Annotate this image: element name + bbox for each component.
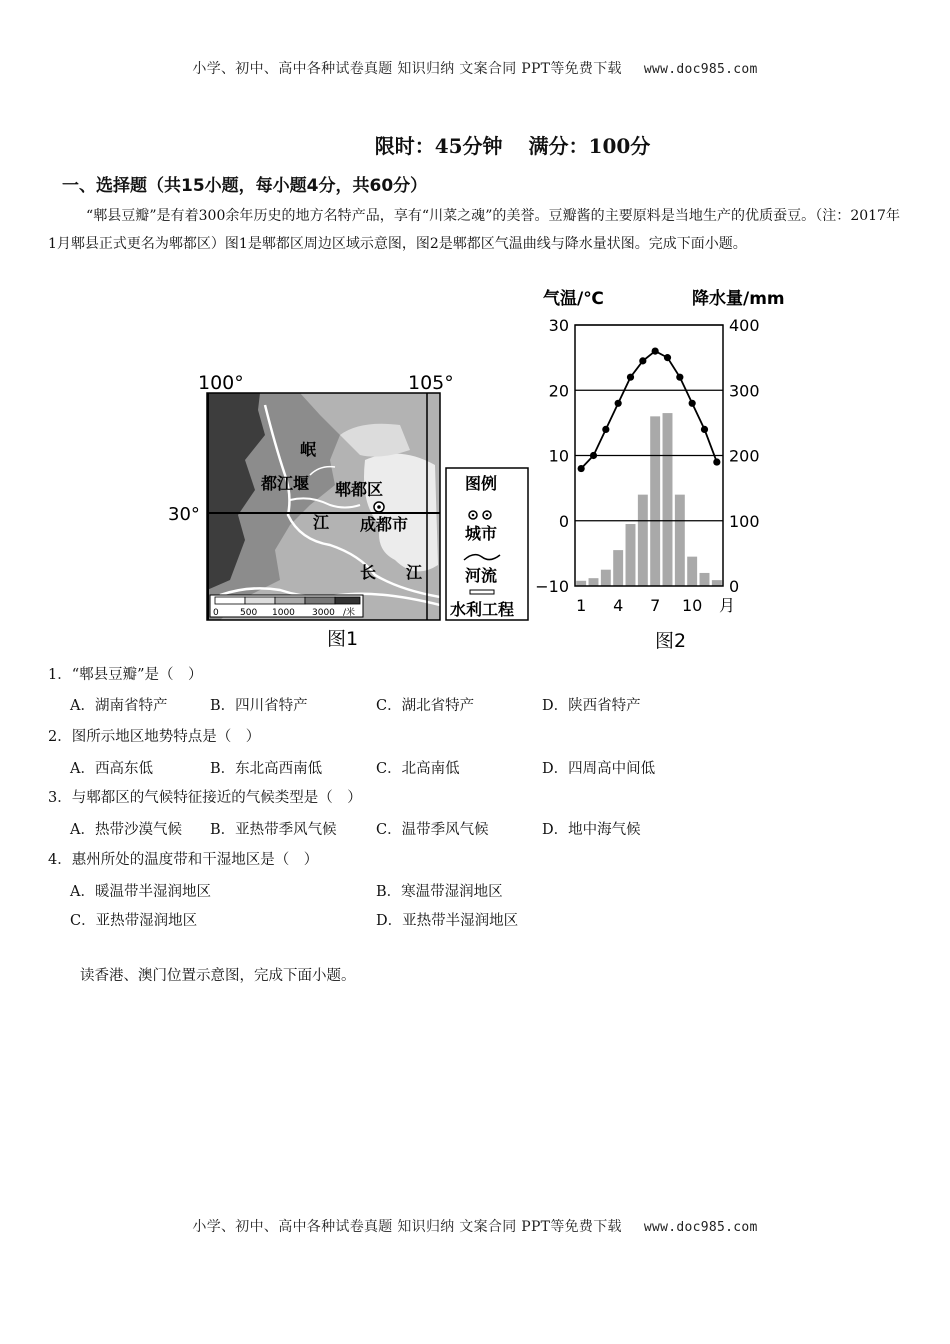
scale-3000: 3000: [312, 608, 335, 618]
month-tick-label: 1: [576, 596, 587, 615]
precip-bar-month-12: [712, 580, 722, 586]
header-text: 小学、初中、高中各种试卷真题 知识归纳 文案合同 PPT等免费下载: [192, 61, 622, 77]
temp-point-month-1: [578, 465, 585, 472]
question-2-stem: 2．图所示地区地势特点是（ ）: [48, 729, 261, 745]
label-jiang-1: 江: [313, 513, 330, 532]
lon-right-label: 105°: [408, 372, 454, 394]
temp-point-month-8: [664, 354, 671, 361]
passage: “郫县豆瓣”是有着300余年历史的地方名特产品，享有“川菜之魂”的美誉。豆瓣酱的主要原料是当地生产的优质蚕豆。（注：2017年1月郫县正式更名为郫都区）图1是郫都区周边区域示意图，图2是郫都区气温曲线与降水量状图。完成下面小题。: [48, 208, 900, 252]
question-1-option-a[interactable]: A．湖南省特产: [70, 698, 168, 714]
exam-title: [0, 130, 950, 159]
temp-point-month-4: [615, 400, 622, 407]
precip-bar-month-8: [663, 413, 673, 586]
question-4-option-b[interactable]: B．寒温带湿润地区: [376, 884, 503, 900]
temp-tick-label: 0: [558, 511, 569, 531]
figure-1-map: [160, 365, 540, 655]
scale-500: 500: [240, 608, 258, 618]
temp-point-month-7: [652, 348, 659, 355]
question-4-option-a[interactable]: A．暖温带半湿润地区: [70, 884, 211, 900]
legend-title: 图例: [465, 474, 498, 493]
question-3-option-b[interactable]: B．亚热带季风气候: [210, 822, 337, 838]
figure-1-caption: 图1: [327, 628, 359, 650]
precip-bar-month-4: [613, 550, 623, 586]
lon-left-label: 100°: [198, 372, 244, 394]
precip-tick-label: 300: [729, 381, 760, 401]
temp-tick-label: 10: [548, 446, 569, 466]
temp-point-month-5: [627, 374, 634, 381]
question-1-option-c[interactable]: C．湖北省特产: [376, 698, 475, 714]
question-3-option-c[interactable]: C．温带季风气候: [376, 822, 489, 838]
precip-bar-month-10: [687, 557, 697, 586]
question-4-option-c[interactable]: C．亚热带湿润地区: [70, 913, 198, 929]
label-chang: 长: [360, 563, 377, 582]
label-min: 岷: [300, 440, 317, 459]
question-1-stem: 1．“郫县豆瓣”是（ ）: [48, 667, 203, 683]
page-header: [0, 58, 950, 78]
question-3-option-d[interactable]: D．地中海气候: [542, 822, 641, 838]
precip-tick-label: 100: [729, 511, 760, 531]
legend-river: 河流: [465, 566, 498, 585]
temp-tick-label: −10: [535, 577, 569, 596]
figure-2-caption: 图2: [655, 630, 687, 652]
question-2-option-d[interactable]: D．四周高中间低: [542, 761, 656, 777]
question-4-stem: 4．惠州所处的温度带和干湿地区是（ ）: [48, 852, 319, 868]
temp-point-month-2: [590, 452, 597, 459]
temp-point-month-6: [639, 357, 646, 364]
section-heading: 一、选择题（共15小题，每小题4分，共60分）: [62, 176, 428, 196]
question-3-option-a[interactable]: A．热带沙漠气候: [70, 822, 182, 838]
temp-point-month-3: [602, 426, 609, 433]
temp-tick-label: 20: [548, 381, 569, 401]
question-1-option-d[interactable]: D．陕西省特产: [542, 698, 641, 714]
legend-water: 水利工程: [450, 600, 515, 619]
next-passage-lead: 读香港、澳门位置示意图，完成下面小题。: [80, 968, 356, 984]
precip-bar-month-7: [650, 416, 660, 586]
question-2-option-b[interactable]: B．东北高西南低: [210, 761, 323, 777]
label-chengdu: 成都市: [360, 515, 409, 534]
month-tick-label: 4: [613, 596, 624, 615]
page-footer: [0, 1216, 950, 1236]
full-score: 满分：100分: [528, 134, 651, 158]
precip-bar-month-9: [675, 495, 685, 586]
precip-bar-month-2: [589, 578, 599, 586]
legend-water-icon: [470, 590, 494, 594]
precip-bar-month-11: [700, 573, 710, 586]
question-2-option-a[interactable]: A．西高东低: [70, 761, 153, 777]
precip-bar-month-3: [601, 570, 611, 586]
lat-label: 30°: [168, 504, 200, 525]
precip-bar-month-5: [626, 524, 636, 586]
precip-bar-month-6: [638, 495, 648, 586]
month-unit-label: 月: [719, 596, 736, 615]
footer-text: 小学、初中、高中各种试卷真题 知识归纳 文案合同 PPT等免费下载: [192, 1219, 622, 1235]
label-pidu: 郫都区: [335, 480, 384, 499]
precip-tick-label: 200: [729, 446, 760, 466]
temp-point-month-11: [701, 426, 708, 433]
legend-city: 城市: [465, 524, 498, 543]
question-2-option-c[interactable]: C．北高南低: [376, 761, 460, 777]
scale-unit: /米: [343, 608, 356, 618]
precip-bar-month-1: [576, 581, 586, 586]
precip-tick-label: 400: [729, 316, 760, 335]
footer-site: www.doc985.com: [643, 1220, 758, 1235]
label-jiang-2: 江: [406, 563, 423, 582]
month-tick-label: 10: [681, 596, 703, 615]
temp-point-month-12: [713, 458, 720, 465]
question-4-option-d[interactable]: D．亚热带半湿润地区: [376, 913, 519, 929]
temp-axis-title: 气温/℃: [543, 289, 604, 309]
precip-tick-label: 0: [729, 577, 740, 596]
scale-0: 0: [213, 608, 219, 618]
question-3-stem: 3．与郫都区的气候特征接近的气候类型是（ ）: [48, 790, 362, 806]
temp-point-month-10: [689, 400, 696, 407]
month-tick-label: 7: [650, 596, 661, 615]
precip-axis-title: 降水量/mm: [692, 289, 785, 309]
label-dujiangyan: 都江堰: [261, 474, 310, 493]
temperature-line: [581, 351, 717, 468]
temp-tick-label: 30: [548, 316, 569, 335]
figure-2-climate-chart: [535, 282, 795, 654]
header-site: www.doc985.com: [643, 62, 758, 77]
scale-1000: 1000: [272, 608, 295, 618]
temp-point-month-9: [676, 374, 683, 381]
question-1-option-b[interactable]: B．四川省特产: [210, 698, 308, 714]
time-limit: 限时：45分钟: [374, 134, 503, 158]
